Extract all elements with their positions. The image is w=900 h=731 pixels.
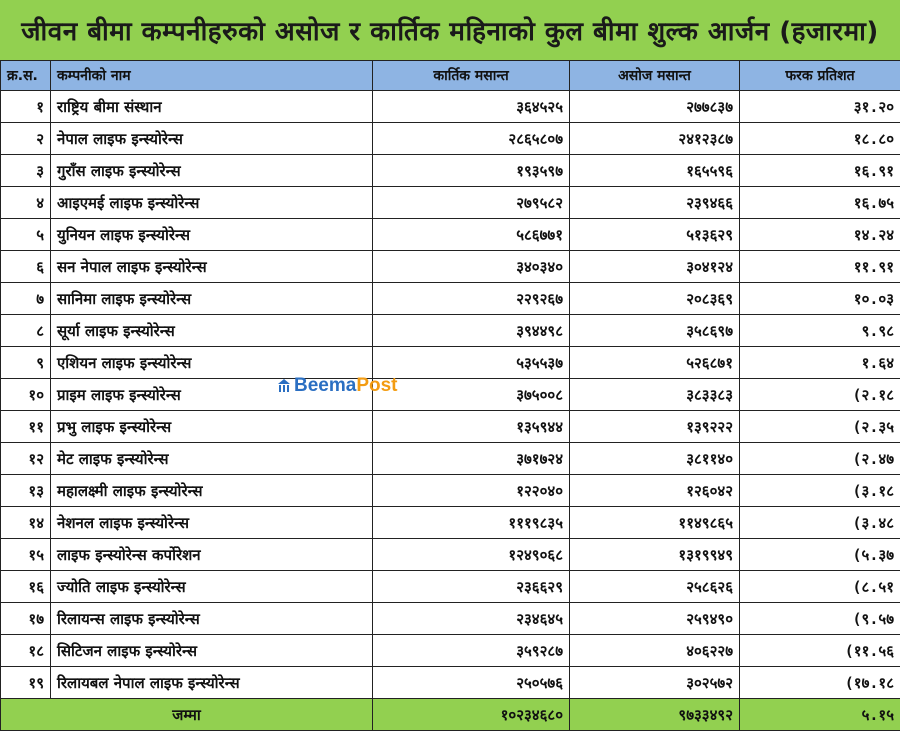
table-row bbox=[1, 603, 900, 635]
row-sn: ७ bbox=[1, 283, 51, 315]
row-kartik-value: २३६६२९ bbox=[373, 571, 570, 603]
row-asoj-value: ३८३३८३ bbox=[570, 379, 740, 411]
table-row bbox=[1, 507, 900, 539]
table-row bbox=[1, 187, 900, 219]
row-asoj-value: १३९२२२ bbox=[570, 411, 740, 443]
row-company-name: रिलायन्स लाइफ इन्स्योरेन्स bbox=[51, 603, 373, 635]
row-diff-percent: १६.९१ bbox=[740, 155, 900, 187]
row-sn: ३ bbox=[1, 155, 51, 187]
row-kartik-value: २३४६४५ bbox=[373, 603, 570, 635]
watermark-text-beema: Beema bbox=[294, 375, 356, 396]
row-kartik-value: ३५९२८७ bbox=[373, 635, 570, 667]
row-asoj-value: ११४९८६५ bbox=[570, 507, 740, 539]
row-diff-percent: १.६४ bbox=[740, 347, 900, 379]
row-kartik-value: १९३५९७ bbox=[373, 155, 570, 187]
row-sn: ८ bbox=[1, 315, 51, 347]
col-header-sn: क्र.स. bbox=[1, 61, 51, 91]
watermark-text-post: Post bbox=[356, 375, 397, 396]
row-asoj-value: ३०२५७२ bbox=[570, 667, 740, 699]
row-asoj-value: १६५५९६ bbox=[570, 155, 740, 187]
table-row bbox=[1, 283, 900, 315]
row-asoj-value: २०८३६९ bbox=[570, 283, 740, 315]
row-kartik-value: ३७५००८ bbox=[373, 379, 570, 411]
row-kartik-value: ३७१७२४ bbox=[373, 443, 570, 475]
row-asoj-value: १२६०४२ bbox=[570, 475, 740, 507]
row-company-name: सिटिजन लाइफ इन्स्योरेन्स bbox=[51, 635, 373, 667]
row-kartik-value: १३५९४४ bbox=[373, 411, 570, 443]
row-sn: २ bbox=[1, 123, 51, 155]
table-row bbox=[1, 443, 900, 475]
row-diff-percent: (९.५७ bbox=[740, 603, 900, 635]
row-sn: १ bbox=[1, 91, 51, 123]
col-header-company: कम्पनीको नाम bbox=[51, 61, 373, 91]
row-asoj-value: २५९४९० bbox=[570, 603, 740, 635]
row-asoj-value: ३०४१२४ bbox=[570, 251, 740, 283]
row-company-name: महालक्ष्मी लाइफ इन्स्योरेन्स bbox=[51, 475, 373, 507]
row-asoj-value: ३५८६९७ bbox=[570, 315, 740, 347]
total-asoj: ९७३३४९२ bbox=[570, 699, 740, 731]
row-company-name: गुराँस लाइफ इन्स्योरेन्स bbox=[51, 155, 373, 187]
row-company-name: लाइफ इन्स्योरेन्स कर्पोरेशन bbox=[51, 539, 373, 571]
row-diff-percent: (१७.१८ bbox=[740, 667, 900, 699]
row-kartik-value: ५८६७७१ bbox=[373, 219, 570, 251]
row-sn: १७ bbox=[1, 603, 51, 635]
table-row bbox=[1, 347, 900, 379]
row-company-name: आइएमई लाइफ इन्स्योरेन्स bbox=[51, 187, 373, 219]
row-sn: ५ bbox=[1, 219, 51, 251]
row-sn: १२ bbox=[1, 443, 51, 475]
row-asoj-value: ४०६२२७ bbox=[570, 635, 740, 667]
row-diff-percent: ९.९८ bbox=[740, 315, 900, 347]
row-sn: १३ bbox=[1, 475, 51, 507]
row-sn: १९ bbox=[1, 667, 51, 699]
row-sn: ६ bbox=[1, 251, 51, 283]
row-company-name: प्राइम लाइफ इन्स्योरेन्स bbox=[51, 379, 373, 411]
row-diff-percent: (८.५१ bbox=[740, 571, 900, 603]
row-sn: ४ bbox=[1, 187, 51, 219]
table-row bbox=[1, 539, 900, 571]
row-diff-percent: (११.५६ bbox=[740, 635, 900, 667]
row-company-name: नेपाल लाइफ इन्स्योरेन्स bbox=[51, 123, 373, 155]
row-kartik-value: १२२०४० bbox=[373, 475, 570, 507]
row-company-name: नेशनल लाइफ इन्स्योरेन्स bbox=[51, 507, 373, 539]
row-kartik-value: ३९४४९८ bbox=[373, 315, 570, 347]
premium-table bbox=[0, 60, 900, 731]
row-diff-percent: (२.३५ bbox=[740, 411, 900, 443]
title-banner bbox=[0, 0, 900, 60]
row-diff-percent: १८.८० bbox=[740, 123, 900, 155]
row-asoj-value: २५८६२६ bbox=[570, 571, 740, 603]
row-company-name: ज्योति लाइफ इन्स्योरेन्स bbox=[51, 571, 373, 603]
row-diff-percent: (५.३७ bbox=[740, 539, 900, 571]
row-company-name: प्रभु लाइफ इन्स्योरेन्स bbox=[51, 411, 373, 443]
row-diff-percent: ३१.२० bbox=[740, 91, 900, 123]
row-diff-percent: १६.७५ bbox=[740, 187, 900, 219]
table-row bbox=[1, 123, 900, 155]
total-label: जम्मा bbox=[1, 699, 373, 731]
row-kartik-value: २२९२६७ bbox=[373, 283, 570, 315]
col-header-diff: फरक प्रतिशत bbox=[740, 61, 900, 91]
table-row bbox=[1, 379, 900, 411]
row-asoj-value: २४१२३८७ bbox=[570, 123, 740, 155]
header-row bbox=[1, 61, 900, 91]
table-row bbox=[1, 667, 900, 699]
row-diff-percent: १०.०३ bbox=[740, 283, 900, 315]
row-kartik-value: ३४०३४० bbox=[373, 251, 570, 283]
row-kartik-value: २८६५८०७ bbox=[373, 123, 570, 155]
row-sn: ११ bbox=[1, 411, 51, 443]
total-kartik: १०२३४६८० bbox=[373, 699, 570, 731]
row-company-name: राष्ट्रिय बीमा संस्थान bbox=[51, 91, 373, 123]
row-kartik-value: २७९५८२ bbox=[373, 187, 570, 219]
row-diff-percent: (३.४८ bbox=[740, 507, 900, 539]
table-body bbox=[1, 91, 900, 699]
row-asoj-value: ५१३६२९ bbox=[570, 219, 740, 251]
row-sn: १६ bbox=[1, 571, 51, 603]
total-row bbox=[1, 699, 900, 731]
row-asoj-value: ५२६८७१ bbox=[570, 347, 740, 379]
table-row bbox=[1, 475, 900, 507]
table-row bbox=[1, 91, 900, 123]
row-kartik-value: १११९८३५ bbox=[373, 507, 570, 539]
row-company-name: रिलायबल नेपाल लाइफ इन्स्योरेन्स bbox=[51, 667, 373, 699]
table-row bbox=[1, 411, 900, 443]
bank-icon bbox=[278, 379, 290, 393]
row-asoj-value: १३१९९४९ bbox=[570, 539, 740, 571]
row-company-name: युनियन लाइफ इन्स्योरेन्स bbox=[51, 219, 373, 251]
row-diff-percent: (२.१८ bbox=[740, 379, 900, 411]
page-title: जीवन बीमा कम्पनीहरुको असोज र कार्तिक महिनाको कुल बीमा शुल्क आर्जन (हजारमा) bbox=[21, 12, 879, 48]
row-diff-percent: (३.१८ bbox=[740, 475, 900, 507]
row-company-name: एशियन लाइफ इन्स्योरेन्स bbox=[51, 347, 373, 379]
row-kartik-value: १२४९०६८ bbox=[373, 539, 570, 571]
beemapost-watermark bbox=[278, 375, 398, 397]
table-row bbox=[1, 315, 900, 347]
row-asoj-value: ३८११४० bbox=[570, 443, 740, 475]
row-sn: १४ bbox=[1, 507, 51, 539]
table-row bbox=[1, 635, 900, 667]
table-row bbox=[1, 251, 900, 283]
table-row bbox=[1, 155, 900, 187]
row-kartik-value: २५०५७६ bbox=[373, 667, 570, 699]
row-kartik-value: ५३५५३७ bbox=[373, 347, 570, 379]
table-row bbox=[1, 219, 900, 251]
row-diff-percent: (२.४७ bbox=[740, 443, 900, 475]
row-company-name: मेट लाइफ इन्स्योरेन्स bbox=[51, 443, 373, 475]
row-asoj-value: २७७८३७ bbox=[570, 91, 740, 123]
row-sn: १० bbox=[1, 379, 51, 411]
col-header-asoj: असोज मसान्त bbox=[570, 61, 740, 91]
row-kartik-value: ३६४५२५ bbox=[373, 91, 570, 123]
row-sn: १८ bbox=[1, 635, 51, 667]
row-company-name: सानिमा लाइफ इन्स्योरेन्स bbox=[51, 283, 373, 315]
row-company-name: सन नेपाल लाइफ इन्स्योरेन्स bbox=[51, 251, 373, 283]
row-asoj-value: २३९४६६ bbox=[570, 187, 740, 219]
row-company-name: सूर्या लाइफ इन्स्योरेन्स bbox=[51, 315, 373, 347]
table-row bbox=[1, 571, 900, 603]
row-diff-percent: ११.९१ bbox=[740, 251, 900, 283]
row-sn: ९ bbox=[1, 347, 51, 379]
col-header-kartik: कार्तिक मसान्त bbox=[373, 61, 570, 91]
row-diff-percent: १४.२४ bbox=[740, 219, 900, 251]
row-sn: १५ bbox=[1, 539, 51, 571]
total-diff: ५.१५ bbox=[740, 699, 900, 731]
